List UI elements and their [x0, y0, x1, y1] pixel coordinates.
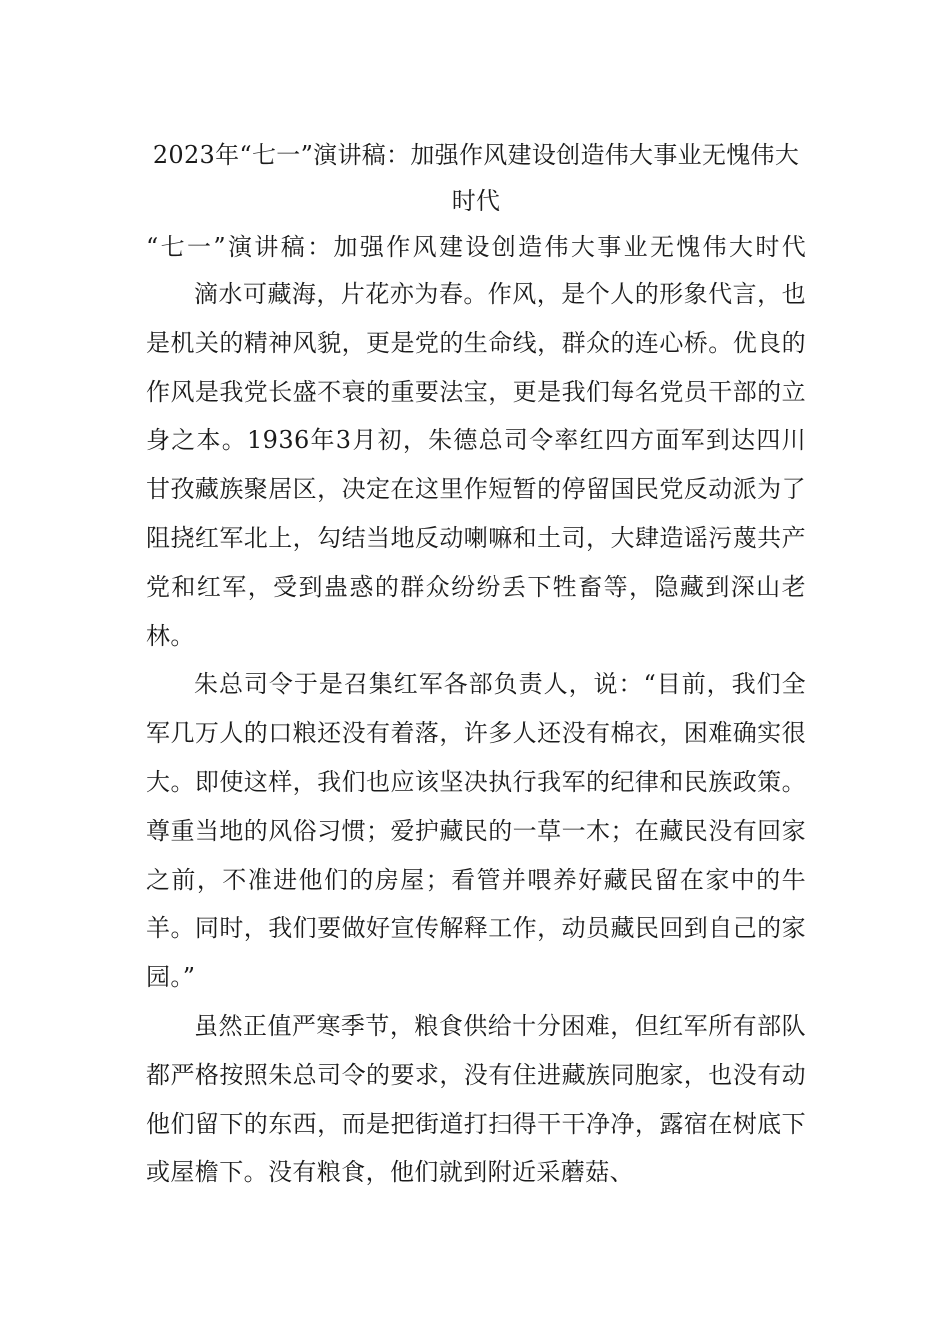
document-body	[146, 132, 806, 1197]
document-subtitle: “七一”演讲稿：加强作风建设创造伟大事业无愧伟大时代	[146, 233, 806, 261]
paragraph-2: 朱总司令于是召集红军各部负责人，说：“目前，我们全军几万人的口粮还没有着落，许多人还没有棉衣，困难确实很大。即使这样，我们也应该坚决执行我军的纪律和民族政策。尊重当地的风俗习惯；爱护藏民的一草一木；在藏民没有回家之前，不准进他们的房屋；看管并喂养好藏民留在家中的牛羊。同时，我们要做好宣传解释工作，动员藏民回到自己的家园。”	[146, 670, 806, 992]
paragraph-3: 虽然正值严寒季节，粮食供给十分困难，但红军所有部队都严格按照朱总司令的要求，没有住进藏族同胞家，也没有动他们留下的东西，而是把街道打扫得干干净净，露宿在树底下或屋檐下。没有粮食，他们就到附近采蘑菇、	[146, 1011, 806, 1187]
paragraph-1: 滴水可藏海，片花亦为春。作风，是个人的形象代言，也是机关的精神风貌，更是党的生命线，群众的连心桥。优良的作风是我党长盛不衰的重要法宝，更是我们每名党员干部的立身之本。1936年3月初，朱德总司令率红四方面军到达四川甘孜藏族聚居区，决定在这里作短暂的停留国民党反动派为了阻挠红军北上，勾结当地反动喇嘛和土司，大肆造谣污蔑共产党和红军，受到蛊惑的群众纷纷丢下牲畜等，隐藏到深山老林。	[146, 280, 806, 650]
title-block	[146, 132, 806, 224]
document-title: 2023年“七一”演讲稿：加强作风建设创造伟大事业无愧伟大时代	[152, 141, 800, 215]
